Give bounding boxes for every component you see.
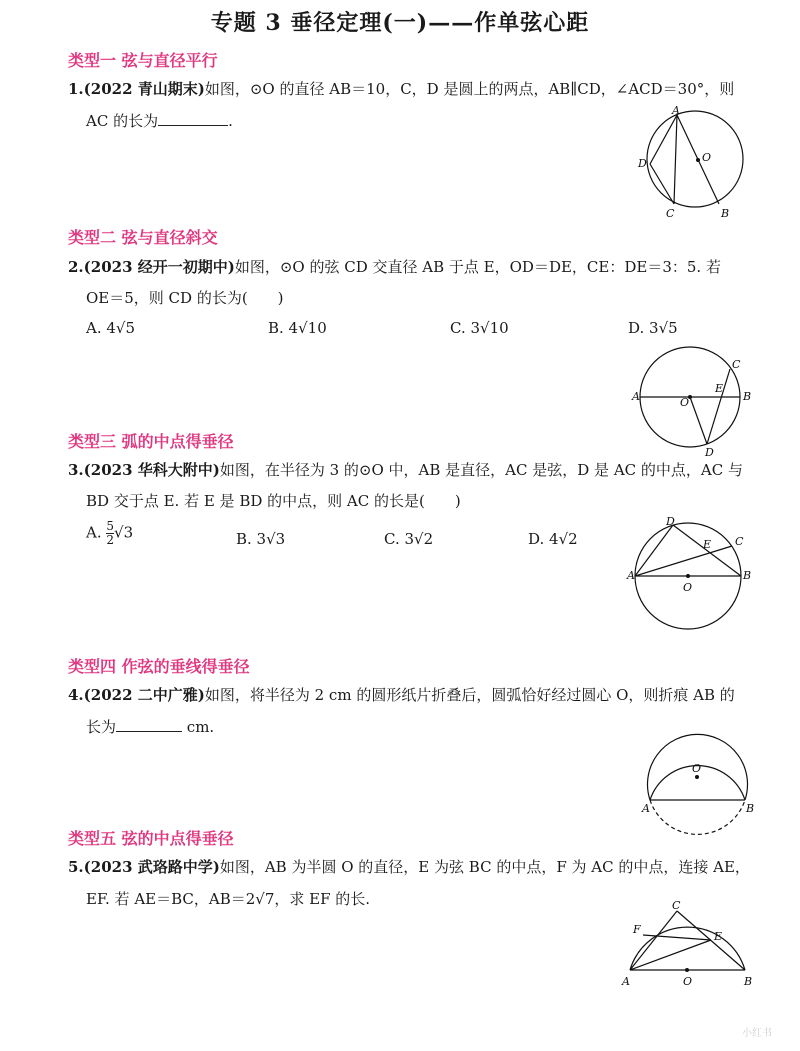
option-c[interactable]: C. 3√2 [384,530,434,548]
figure-3 [625,515,755,635]
figure-2 [625,345,755,460]
question-text: 如图，AB 为半圆 O 的直径，E 为弦 BC 的中点，F 为 AC 的中点，连接 AE， [219,858,750,876]
option-d[interactable]: D. 4√2 [528,530,578,548]
label-A: A [632,390,640,403]
label-C: C [666,207,675,220]
question-source: (2022 青山期末) [83,80,205,98]
question-source: (2023 武珞路中学) [83,858,220,876]
question-text: 如图，在半径为 3 的⊙O 中，AB 是直径，AC 是弦，D 是 AC 的中点，AC 与 [219,461,743,479]
question-1-line2 [86,110,233,131]
section-heading-3: 类型三 弧的中点得垂径 [68,432,234,451]
label-A: A [672,106,680,117]
question-number: 5. [68,858,84,876]
label-O: O [683,581,693,594]
figure-4 [640,725,760,835]
label-A: A [622,975,630,988]
label-D: D [666,515,675,528]
question-4-line2 [86,716,214,737]
figure-1 [630,106,760,226]
label-D: D [705,446,714,459]
option-b[interactable]: B. 3√3 [236,530,286,548]
question-3-line2: BD 交于点 E. 若 E 是 BD 的中点，则 AC 的长是( ) [86,492,461,510]
label-D: D [638,157,647,170]
page-title: 专题 3 垂径定理(一)——作单弦心距 [210,10,590,36]
label-F: F [633,923,641,936]
section-heading-2: 类型二 弦与直径斜交 [68,228,218,247]
fraction [106,520,114,547]
label-E: E [703,538,712,551]
question-4 [68,680,735,710]
label-A: A [627,569,635,582]
question-5 [68,852,750,882]
option-a[interactable]: A. 4√5 [86,319,136,337]
label-E: E [715,382,724,395]
label-B: B [743,390,752,403]
question-3 [68,455,743,485]
radical: √3 [114,523,134,542]
question-1 [68,74,734,104]
question-number: 3. [68,461,84,479]
fraction-denominator: 2 [106,533,115,547]
label-O: O [680,396,690,409]
question-5-line2: EF. 若 AE＝BC，AB＝2√7，求 EF 的长. [86,890,371,908]
question-2 [68,252,721,282]
label-O: O [683,975,693,988]
question-text: AC 的长为 [86,112,159,130]
question-text: 长为 [86,718,117,736]
question-text: 如图，⊙O 的直径 AB＝10，C，D 是圆上的两点，AB∥CD，∠ACD＝30°，则 [204,80,735,98]
question-text: 如图，⊙O 的弦 CD 交直径 AB 于点 E，OD＝DE，CE：DE＝3：5. 若 [234,258,721,276]
option-b[interactable]: B. 4√10 [268,319,327,337]
question-2-line2: OE＝5，则 CD 的长为( ) [86,289,284,307]
unit-text: cm. [186,718,215,736]
label-O: O [692,762,702,775]
section-heading-5: 类型五 弦的中点得垂径 [68,829,234,848]
label-C: C [672,899,681,912]
label-C: C [735,535,744,548]
question-number: 1. [68,80,84,98]
question-source: (2023 经开一初期中) [83,258,235,276]
option-a-letter: A. [86,523,102,542]
label-A: A [642,802,650,815]
question-number: 4. [68,686,84,704]
question-text-end: . [228,112,233,130]
option-d[interactable]: D. 3√5 [628,319,678,337]
section-heading-4: 类型四 作弦的垂线得垂径 [68,657,250,676]
question-source: (2023 华科大附中) [83,461,220,479]
answer-blank[interactable] [158,125,228,126]
label-B: B [721,207,730,220]
option-c[interactable]: C. 3√10 [450,319,509,337]
fraction-numerator: 5 [106,519,115,533]
question-text: 如图，将半径为 2 cm 的圆形纸片折叠后，圆弧恰好经过圆心 O，则折痕 AB 的 [204,686,735,704]
label-B: B [746,802,755,815]
question-source: (2022 二中广雅) [83,686,205,704]
option-a[interactable] [86,520,133,547]
watermark: 小红书 [742,1028,772,1039]
figure-5 [620,895,760,995]
answer-blank[interactable] [116,731,182,732]
section-heading-1: 类型一 弦与直径平行 [68,51,218,70]
label-C: C [732,358,741,371]
label-B: B [744,975,753,988]
label-E: E [714,930,723,943]
label-B: B [743,569,752,582]
question-number: 2. [68,258,84,276]
label-O: O [702,151,712,164]
